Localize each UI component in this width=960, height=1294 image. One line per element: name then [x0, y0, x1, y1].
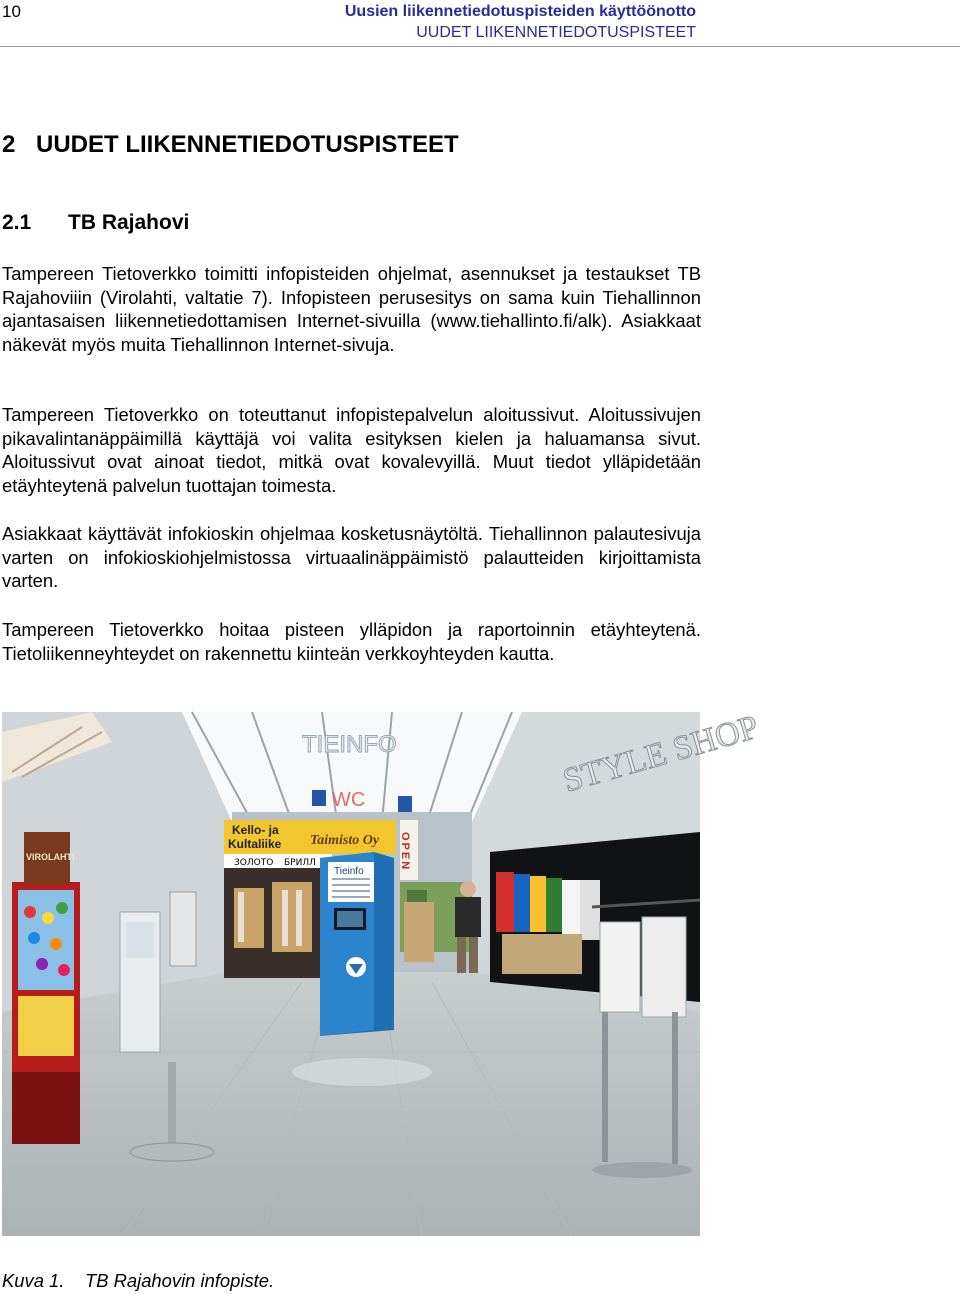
sign-brill: БРИЛЛ: [284, 858, 316, 868]
sign-open: OPEN: [399, 832, 411, 872]
section-title: UUDET LIIKENNETIEDOTUSPISTEET: [36, 131, 459, 158]
sign-kello: Kello- ja: [232, 823, 279, 837]
subsection-heading: [2, 211, 189, 235]
infopoint-photo: [2, 708, 763, 1236]
running-header-subtitle: UUDET LIIKENNETIEDOTUSPISTEET: [416, 24, 696, 41]
sign-virolahti: VIROLAHTI: [26, 852, 75, 862]
page-header: [0, 0, 960, 48]
running-header-title: Uusien liikennetiedotuspisteiden käyttöönotto: [344, 3, 696, 20]
subsection-title: TB Rajahovi: [68, 211, 190, 234]
sign-zoloto: ЗОЛОТО: [234, 858, 274, 868]
section-number: 2: [2, 131, 16, 158]
sign-taimisto: Taimisto Oy: [310, 833, 380, 848]
sign-kultaliike: Kultaliike: [228, 837, 282, 851]
sign-wc: WC: [332, 789, 366, 811]
paragraph-3: Asiakkaat käyttävät infokioskin ohjelmaa kosketusnäytöltä. Tiehallinnon palautesivuja varten on infokioskiohjelmistossa virtuaalinäppäimistö palautteiden kirjoittamista varten.: [2, 523, 701, 592]
caption-text: TB Rajahovin infopiste.: [85, 1270, 275, 1291]
sign-tieinfo-top: TIEINFO: [302, 731, 397, 758]
paragraph-1: Tampereen Tietoverkko toimitti infopisteiden ohjelmat, asennukset ja testaukset TB Rajahoviiin (Virolahti, valtatie 7). Infopisteen perusesitys on sama kuin Tiehallinnon ajantasaisen liikennetiedottamisen Internet-sivuilla (www.tiehallinto.fi/alk). Asiakkaat näkevät myös muita Tiehallinnon Internet-sivuja.: [2, 263, 701, 356]
kiosk-title: Tieinfo: [334, 866, 364, 877]
paragraph-4: Tampereen Tietoverkko hoitaa pisteen ylläpidon ja raportoinnin etäyhteytenä. Tietoliikenneyhteydet on rakennettu kiinteän verkkoyhteyden kautta.: [2, 619, 701, 664]
caption-label: Kuva 1.: [2, 1270, 65, 1291]
subsection-number: 2.1: [2, 211, 32, 234]
sign-style-shop: STYLE SHOP: [559, 708, 763, 800]
page-number: 10: [2, 2, 21, 21]
figure-caption: [2, 1270, 274, 1292]
running-header: [345, 2, 696, 43]
header-rule: [0, 46, 960, 47]
section-heading: [2, 131, 459, 159]
paragraph-2: Tampereen Tietoverkko on toteuttanut infopistepalvelun aloitussivut. Aloitussivujen pikavalintanäppäimillä käyttäjä voi valita esityksen kielen ja haluamansa sivut. Aloitussivut ovat ainoat tiedot, mitkä ovat kovalevyillä. Muut tiedot ylläpidetään etäyhteytenä palvelun tuottajan toimesta.: [2, 404, 701, 497]
